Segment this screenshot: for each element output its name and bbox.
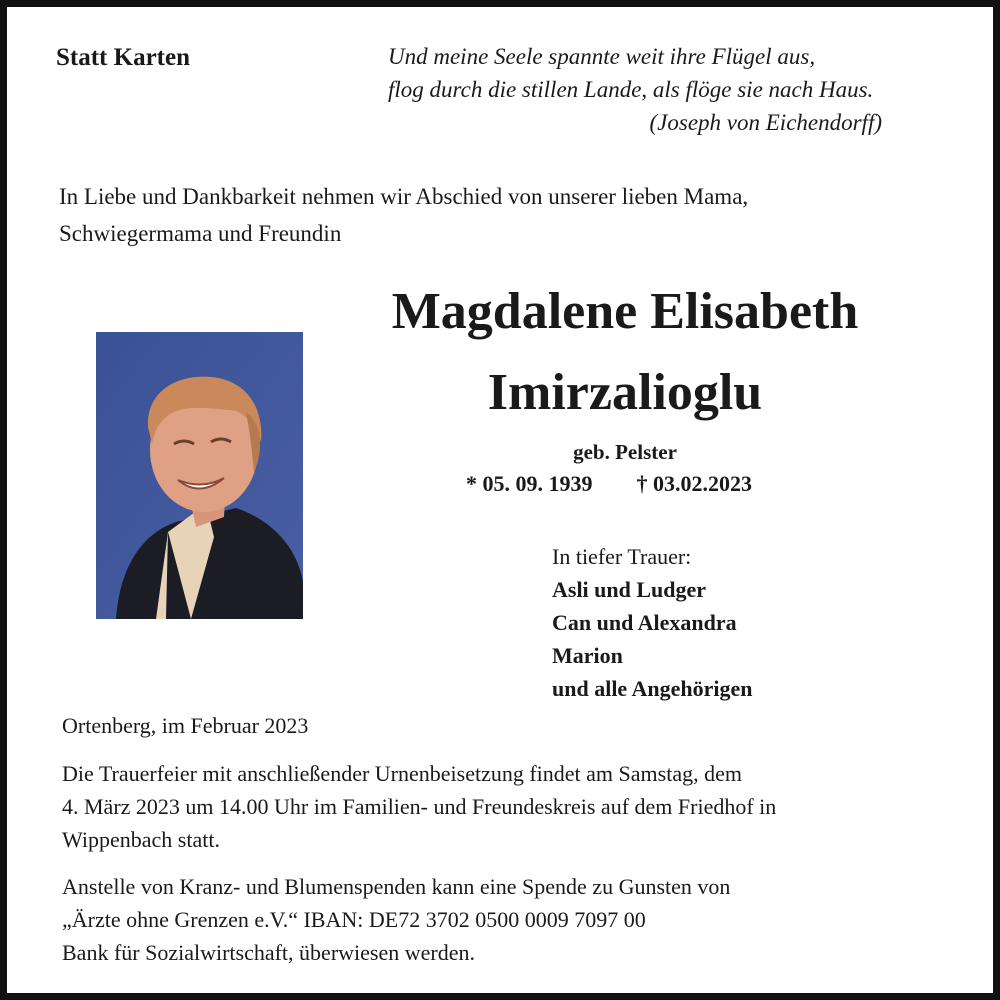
mourner-name: Asli und Ludger	[552, 577, 707, 602]
quote-line-2: flog durch die stillen Lande, als flöge sie nach Haus.	[388, 77, 874, 102]
ceremony-line-3: Wippenbach statt.	[62, 827, 220, 852]
donation-line-2: „Ärzte ohne Grenzen e.V.“ IBAN: DE72 3702 0500 0009 7097 00	[62, 907, 646, 932]
death-date: † 03.02.2023	[636, 471, 752, 496]
mourners-block	[552, 540, 752, 705]
mourner-name: Marion	[552, 643, 623, 668]
mourners-heading: In tiefer Trauer:	[552, 544, 692, 569]
birth-name: geb. Pelster	[573, 440, 677, 464]
statt-karten-label: Statt Karten	[56, 44, 190, 71]
intro-line-2: Schwiegermama und Freundin	[59, 221, 342, 246]
portrait-photo	[96, 332, 303, 619]
mourner-name: und alle Angehörigen	[552, 676, 753, 701]
life-dates	[466, 471, 752, 497]
quote-author: (Joseph von Eichendorff)	[649, 110, 882, 135]
deceased-surname: Imirzalioglu	[487, 364, 763, 421]
donation-text	[62, 870, 730, 969]
deceased-first-names: Magdalene Elisabeth	[391, 283, 859, 340]
poem-quote	[388, 40, 948, 139]
intro-line-1: In Liebe und Dankbarkeit nehmen wir Abschied von unserer lieben Mama,	[59, 184, 749, 209]
intro-text	[59, 178, 748, 252]
birth-date: * 05. 09. 1939	[466, 471, 593, 496]
place-date: Ortenberg, im Februar 2023	[62, 713, 309, 738]
quote-line-1: Und meine Seele spannte weit ihre Flügel aus,	[388, 44, 816, 69]
ceremony-line-2: 4. März 2023 um 14.00 Uhr im Familien- und Freundeskreis auf dem Friedhof in	[62, 794, 777, 819]
donation-line-3: Bank für Sozialwirtschaft, überwiesen werden.	[62, 940, 475, 965]
ceremony-line-1: Die Trauerfeier mit anschließender Urnenbeisetzung findet am Samstag, dem	[62, 761, 742, 786]
ceremony-text	[62, 757, 776, 856]
mourner-name: Can und Alexandra	[552, 610, 737, 635]
donation-line-1: Anstelle von Kranz- und Blumenspenden kann eine Spende zu Gunsten von	[62, 874, 731, 899]
